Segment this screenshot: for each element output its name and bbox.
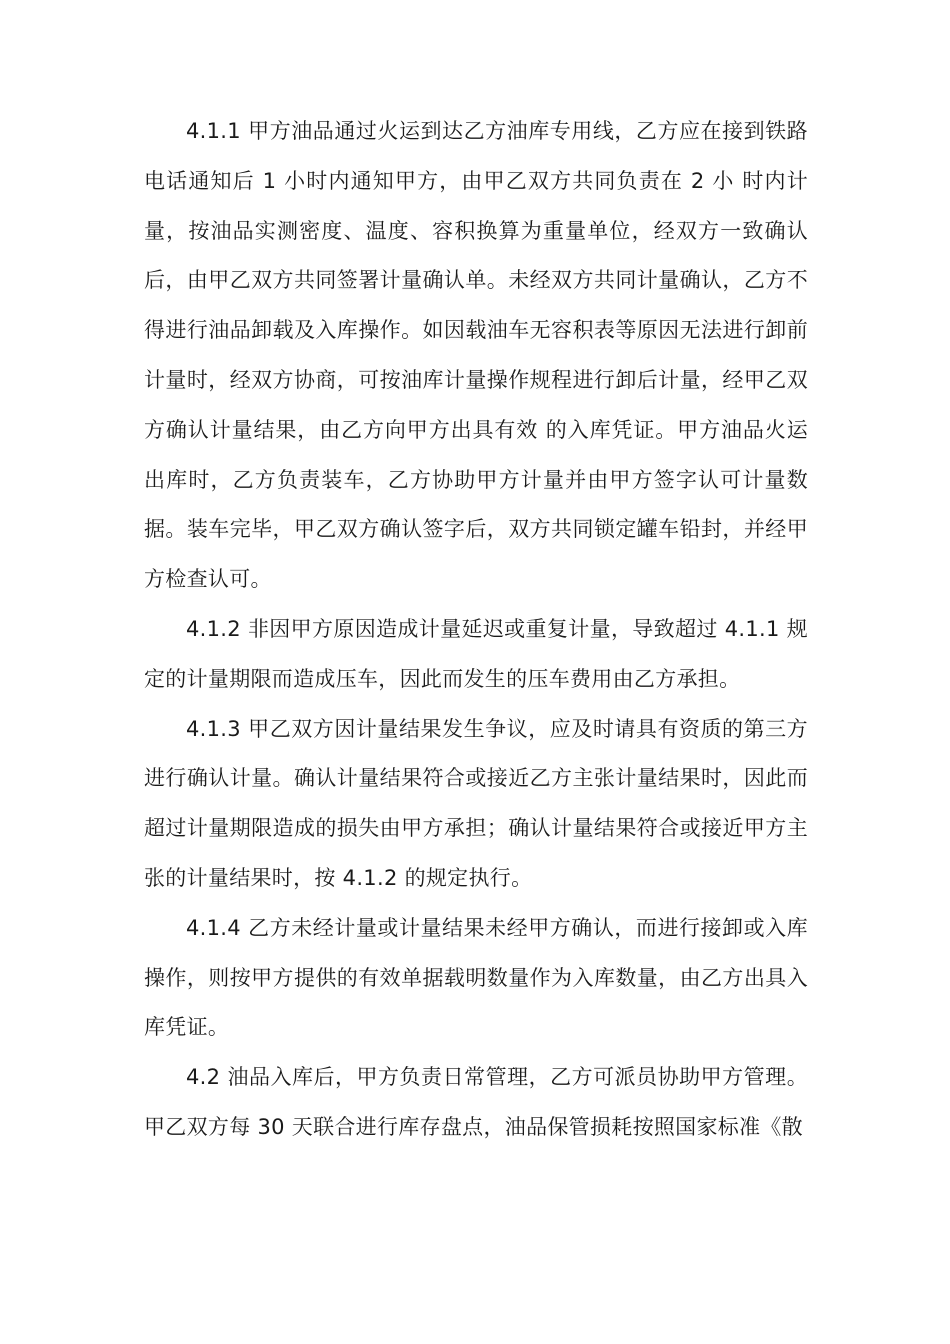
paragraph-4-1-4: 4.1.4 乙方未经计量或计量结果未经甲方确认，而进行接卸或入库操作，则按甲方提供的有效单据载明数量作为入库数量，由乙方出具入库凭证。 <box>144 915 808 1040</box>
document-body <box>144 107 808 1153</box>
paragraph-4-1-2: 4.1.2 非因甲方原因造成计量延迟或重复计量，导致超过 4.1.1 规定的计量期限而造成压车，因此而发生的压车费用由乙方承担。 <box>144 616 808 691</box>
paragraph-4-2: 4.2 油品入库后，甲方负责日常管理，乙方可派员协助甲方管理。甲乙双方每 30 天联合进行库存盘点，油品保管损耗按照国家标准《散 <box>144 1065 808 1139</box>
paragraph-4-1-1: 4.1.1 甲方油品通过火运到达乙方油库专用线，乙方应在接到铁路电话通知后 1 小时内通知甲方，由甲乙双方共同负责在 2 小 时内计量，按油品实测密度、温度、容积换算为重量单位，经双方一致确认后，由甲乙双方共同签署计量确认单。未经双方共同计量确认，乙方不得进行油品卸载及入库操作。如因载油车无容积表等原因无法进行卸前计量时，经双方协商，可按油库计量操作规程进行卸后计量，经甲乙双方确认计量结果，由乙方向甲方出具有效 的入库凭证。甲方油品火运出库时，乙方负责装车，乙方协助甲方计量并由甲方签字认可计量数据。装车完毕，甲乙双方确认签字后，双方共同锁定罐车铅封，并经甲方检查认可。 <box>144 119 808 592</box>
paragraph-4-1-3: 4.1.3 甲乙双方因计量结果发生争议，应及时请具有资质的第三方进行确认计量。确认计量结果符合或接近乙方主张计量结果时，因此而超过计量期限造成的损失由甲方承担；确认计量结果符合或接近甲方主张的计量结果时，按 4.1.2 的规定执行。 <box>144 716 808 890</box>
